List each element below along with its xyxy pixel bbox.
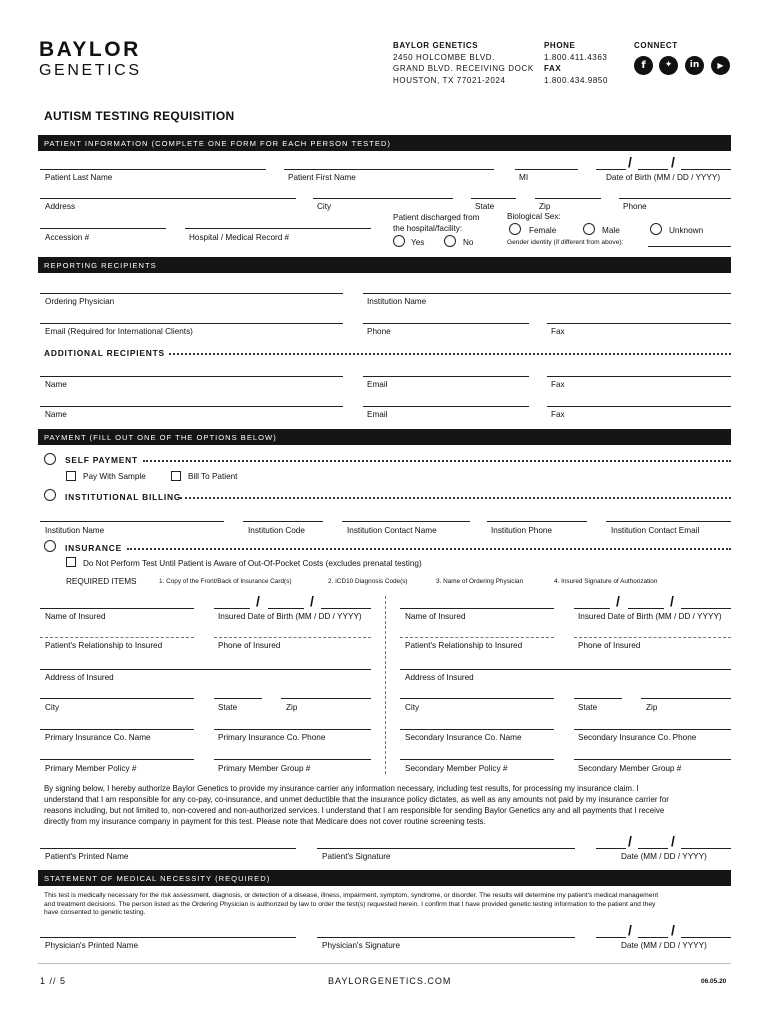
section-dots (169, 353, 731, 355)
secondary-policy-label: Secondary Member Policy # (405, 764, 508, 773)
secondary-state-field[interactable] (574, 698, 622, 699)
institution-name-label: Institution Name (367, 297, 427, 306)
contact-block (544, 40, 608, 86)
primary-co-name-field[interactable] (40, 729, 194, 730)
secondary-co-phone-label: Secondary Insurance Co. Phone (578, 733, 697, 742)
required-item-1: 1. Copy of the Front/Back of Insurance Card(s) (159, 578, 292, 585)
required-items-label: REQUIRED ITEMS (66, 577, 137, 586)
primary-policy-field[interactable] (40, 759, 194, 760)
section-dots (180, 497, 731, 499)
section-dots (127, 548, 731, 550)
institution-name-field[interactable] (363, 293, 731, 294)
patient-info-bar: PATIENT INFORMATION (COMPLETE ONE FORM FOR EACH PERSON TESTED) (38, 135, 731, 151)
hospital-record-label: Hospital / Medical Record # (189, 233, 290, 242)
inst-email-label: Institution Contact Email (611, 526, 700, 535)
accession-field[interactable] (40, 228, 166, 229)
form-title: AUTISM TESTING REQUISITION (44, 109, 235, 123)
female-label: Female (529, 226, 557, 235)
primary-address-insured-field[interactable] (40, 669, 371, 670)
date-slash: / (671, 154, 675, 170)
patient-date-year[interactable] (681, 848, 731, 849)
inst-contact-label: Institution Contact Name (347, 526, 437, 535)
secondary-co-name-label: Secondary Insurance Co. Name (405, 733, 522, 742)
unknown-radio[interactable] (650, 223, 662, 235)
address-field[interactable] (40, 198, 296, 199)
patient-signature-field[interactable] (317, 848, 575, 849)
dob-month-field[interactable] (596, 169, 626, 170)
fax-label: Fax (551, 410, 565, 419)
unknown-label: Unknown (669, 226, 704, 235)
additional-recipients-heading: ADDITIONAL RECIPIENTS (44, 348, 165, 358)
self-payment-radio[interactable] (44, 453, 56, 465)
physician-phone-field[interactable] (363, 323, 529, 324)
address-line: GRAND BLVD. RECEIVING DOCK (393, 64, 534, 73)
primary-name-insured-field[interactable] (40, 608, 194, 609)
name-insured-label: Name of Insured (45, 612, 106, 621)
pay-with-sample-label: Pay With Sample (83, 472, 146, 481)
relationship-label: Patient's Relationship to Insured (405, 641, 523, 650)
insured-dob-label: Insured Date of Birth (MM / DD / YYYY) (218, 612, 362, 621)
medical-necessity-text (44, 892, 734, 918)
mi-label: MI (519, 173, 529, 182)
recipient2-name-field[interactable] (40, 406, 343, 407)
inst-contact-field[interactable] (342, 521, 470, 522)
medical-line: have consented to genetic testing. (44, 909, 146, 917)
patient-printed-name-field[interactable] (40, 848, 296, 849)
address-label: Address (45, 202, 76, 211)
authorization-line: By signing below, I hereby authorize Baylor Genetics to provide my insurance carrier any information necessary, including test results, for processing my insurance claim. I (44, 784, 639, 793)
state-label: State (475, 202, 495, 211)
linkedin-icon[interactable]: in (685, 56, 704, 75)
state-label: State (578, 703, 598, 712)
primary-insured-dob-month[interactable] (214, 608, 250, 609)
self-payment-heading: SELF PAYMENT (65, 455, 138, 465)
inst-code-label: Institution Code (248, 526, 305, 535)
insured-dob-label: Insured Date of Birth (MM / DD / YYYY) (578, 612, 722, 621)
secondary-co-phone-field[interactable] (574, 729, 731, 730)
state-label: State (218, 703, 238, 712)
medical-necessity-bar: STATEMENT OF MEDICAL NECESSITY (REQUIRED) (38, 870, 731, 886)
recipient1-email-field[interactable] (363, 376, 529, 377)
discharged-yes-radio[interactable] (393, 235, 405, 247)
date-slash: / (256, 593, 260, 609)
address-block (393, 40, 534, 86)
city-label: City (405, 703, 420, 712)
address-line: HOUSTON, TX 77021-2024 (393, 75, 506, 85)
secondary-policy-field[interactable] (400, 759, 554, 760)
first-name-label: Patient First Name (288, 173, 356, 182)
first-name-field[interactable] (284, 169, 494, 170)
recipient2-email-field[interactable] (363, 406, 529, 407)
fax-label: Fax (551, 380, 565, 389)
phone-field[interactable] (619, 198, 731, 199)
accession-label: Accession # (45, 233, 90, 242)
phone-number: 1.800.411.4363 (544, 52, 608, 62)
bio-sex-label: Biological Sex: (507, 212, 561, 221)
payment-bar: PAYMENT (FILL OUT ONE OF THE OPTIONS BELOW) (38, 429, 731, 445)
secondary-zip-field[interactable] (641, 698, 731, 699)
inst-email-field[interactable] (606, 521, 731, 522)
logo-line2: GENETICS (39, 62, 142, 79)
date-slash: / (616, 593, 620, 609)
page-number: 1 // 5 (40, 976, 67, 986)
dob-day-field[interactable] (638, 169, 668, 170)
physician-printed-name-field[interactable] (40, 937, 296, 938)
patient-date-day[interactable] (638, 848, 668, 849)
name-label: Name (45, 380, 67, 389)
form-version: 06.05.20 (701, 978, 727, 985)
date-slash: / (628, 833, 632, 849)
connect-title: CONNECT (634, 41, 678, 50)
primary-group-label: Primary Member Group # (218, 764, 311, 773)
secondary-city-field[interactable] (400, 698, 554, 699)
required-item-4: 4. Insured Signature of Authorization (554, 578, 658, 585)
last-name-label: Patient Last Name (45, 173, 113, 182)
city-label: City (45, 703, 60, 712)
patient-date-label: Date (MM / DD / YYYY) (621, 852, 707, 861)
fax-number: 1.800.434.9850 (544, 75, 609, 85)
name-label: Name (45, 410, 67, 419)
section-dots (143, 460, 731, 462)
website-link[interactable]: BAYLORGENETICS.COM (328, 976, 452, 986)
fax-label: Fax (551, 327, 565, 336)
zip-label: Zip (286, 703, 298, 712)
inst-phone-label: Institution Phone (491, 526, 552, 535)
patient-printed-name-label: Patient's Printed Name (45, 852, 129, 861)
discharged-line1: Patient discharged from (393, 213, 480, 222)
secondary-name-insured-field[interactable] (400, 608, 554, 609)
date-slash: / (628, 154, 632, 170)
email-label: Email (367, 380, 388, 389)
phone-title: PHONE (544, 41, 576, 50)
female-radio[interactable] (509, 223, 521, 235)
authorization-line: reasons including, but not limited to, non-covered and non-authorized services. I understand that I am responsible for sending Baylor Genetics any and all payments that I receive (44, 806, 665, 815)
address-line: 2450 HOLCOMBE BLVD. (393, 52, 495, 62)
dob-label: Date of Birth (MM / DD / YYYY) (606, 173, 721, 182)
primary-city-field[interactable] (40, 698, 194, 699)
secondary-group-field[interactable] (574, 759, 731, 760)
authorization-text (44, 783, 734, 827)
authorization-line: directly from my insurance company in payment for this test. Please note that Medicare does not cover routine screening tests. (44, 817, 486, 826)
name-insured-label: Name of Insured (405, 612, 466, 621)
bill-to-patient-checkbox[interactable] (171, 471, 181, 481)
date-slash: / (670, 593, 674, 609)
primary-phone-insured-field[interactable] (214, 637, 371, 638)
fax-title: FAX (544, 64, 562, 73)
primary-insured-dob-year[interactable] (321, 608, 371, 609)
authorization-line: understand that I am responsible for any co-pay, co-insurance, and unmet deductible that the insurance policy dictates, as well as any amounts not paid by my insurance carrier for (44, 795, 669, 804)
primary-relationship-field[interactable] (40, 637, 194, 638)
footer-rule (38, 963, 731, 964)
reporting-bar: REPORTING RECIPIENTS (38, 257, 731, 273)
physician-printed-name-label: Physician's Printed Name (45, 941, 139, 950)
yes-label: Yes (411, 238, 425, 247)
twitter-icon[interactable]: ✦ (659, 56, 678, 75)
physician-email-field[interactable] (40, 323, 343, 324)
gender-identity-label: Gender identity (if different from above): (507, 239, 624, 246)
address-insured-label: Address of Insured (45, 673, 114, 682)
physician-date-month[interactable] (596, 937, 626, 938)
city-label: City (317, 202, 332, 211)
date-slash: / (671, 922, 675, 938)
primary-group-field[interactable] (214, 759, 371, 760)
patient-date-month[interactable] (596, 848, 626, 849)
date-slash: / (628, 922, 632, 938)
ordering-physician-label: Ordering Physician (45, 297, 115, 306)
insurance-column-divider (385, 596, 386, 774)
secondary-phone-insured-field[interactable] (574, 637, 731, 638)
primary-policy-label: Primary Member Policy # (45, 764, 137, 773)
physician-date-label: Date (MM / DD / YYYY) (621, 941, 707, 950)
zip-label: Zip (539, 202, 551, 211)
facebook-icon[interactable]: f (634, 56, 653, 75)
date-slash: / (310, 593, 314, 609)
phone-label: Phone (623, 202, 647, 211)
logo-line1: BAYLOR (39, 38, 141, 61)
do-not-perform-label: Do Not Perform Test Until Patient is Aware of Out-Of-Pocket Costs (excludes prenatal testing) (83, 559, 422, 568)
male-radio[interactable] (583, 223, 595, 235)
insurance-heading: INSURANCE (65, 543, 122, 553)
youtube-icon[interactable]: ▶ (711, 56, 730, 75)
phone-label: Phone (367, 327, 391, 336)
email-label: Email (367, 410, 388, 419)
primary-insured-dob-day[interactable] (268, 608, 304, 609)
hospital-record-field[interactable] (185, 228, 371, 229)
secondary-co-name-field[interactable] (400, 729, 554, 730)
primary-co-phone-field[interactable] (214, 729, 371, 730)
zip-label: Zip (646, 703, 658, 712)
recipient2-fax-field[interactable] (547, 406, 731, 407)
secondary-insured-dob-day[interactable] (628, 608, 664, 609)
address-title: BAYLOR GENETICS (393, 41, 479, 50)
male-label: Male (602, 226, 620, 235)
patient-signature-label: Patient's Signature (322, 852, 391, 861)
phone-insured-label: Phone of Insured (218, 641, 281, 650)
recipient1-fax-field[interactable] (547, 376, 731, 377)
primary-zip-field[interactable] (281, 698, 371, 699)
gender-identity-field[interactable] (648, 246, 731, 247)
secondary-insured-dob-month[interactable] (574, 608, 610, 609)
secondary-address-insured-field[interactable] (400, 669, 731, 670)
city-field[interactable] (313, 198, 453, 199)
mi-field[interactable] (515, 169, 578, 170)
phone-insured-label: Phone of Insured (578, 641, 641, 650)
bill-to-patient-label: Bill To Patient (188, 472, 238, 481)
ordering-physician-field[interactable] (40, 293, 343, 294)
inst-code-field[interactable] (243, 521, 323, 522)
inst-name-label: Institution Name (45, 526, 105, 535)
physician-date-year[interactable] (681, 937, 731, 938)
medical-line: This test is medically necessary for the risk assessment, diagnosis, or detection of a disease, illness, impairment, symptom, syndrome, or disorder. The results will determine my patient's medical management (44, 892, 659, 899)
required-item-2: 2. ICD10 Diagnosis Code(s) (328, 578, 408, 585)
recipient1-name-field[interactable] (40, 376, 343, 377)
zip-field[interactable] (535, 198, 601, 199)
discharged-no-radio[interactable] (444, 235, 456, 247)
secondary-relationship-field[interactable] (400, 637, 554, 638)
baylor-genetics-logo (39, 39, 142, 80)
discharged-line2: the hospital/facility: (393, 224, 463, 233)
address-insured-label: Address of Insured (405, 673, 474, 682)
primary-state-field[interactable] (214, 698, 262, 699)
date-slash: / (671, 833, 675, 849)
email-intl-label: Email (Required for International Clients) (45, 327, 193, 336)
pay-with-sample-checkbox[interactable] (66, 471, 76, 481)
no-label: No (463, 238, 474, 247)
discharged-label (393, 212, 479, 234)
relationship-label: Patient's Relationship to Insured (45, 641, 163, 650)
physician-signature-field[interactable] (317, 937, 575, 938)
medical-line: and treatment decisions. The person listed as the Ordering Physician is authorized by law to order the test(s) requested herein. I confirm that I have provided genetic testing information to the patient and they (44, 900, 656, 908)
institutional-billing-heading: INSTITUTIONAL BILLING (65, 492, 182, 502)
required-item-3: 3. Name of Ordering Physician (436, 578, 524, 585)
secondary-insured-dob-year[interactable] (681, 608, 731, 609)
institutional-billing-radio[interactable] (44, 489, 56, 501)
physician-signature-label: Physician's Signature (322, 941, 401, 950)
inst-phone-field[interactable] (487, 521, 587, 522)
physician-date-day[interactable] (638, 937, 668, 938)
insurance-radio[interactable] (44, 540, 56, 552)
secondary-group-label: Secondary Member Group # (578, 764, 682, 773)
do-not-perform-checkbox[interactable] (66, 557, 76, 567)
primary-co-name-label: Primary Insurance Co. Name (45, 733, 151, 742)
dob-year-field[interactable] (681, 169, 731, 170)
inst-name-field[interactable] (40, 521, 224, 522)
last-name-field[interactable] (40, 169, 266, 170)
physician-fax-field[interactable] (547, 323, 731, 324)
primary-co-phone-label: Primary Insurance Co. Phone (218, 733, 326, 742)
state-field[interactable] (471, 198, 516, 199)
